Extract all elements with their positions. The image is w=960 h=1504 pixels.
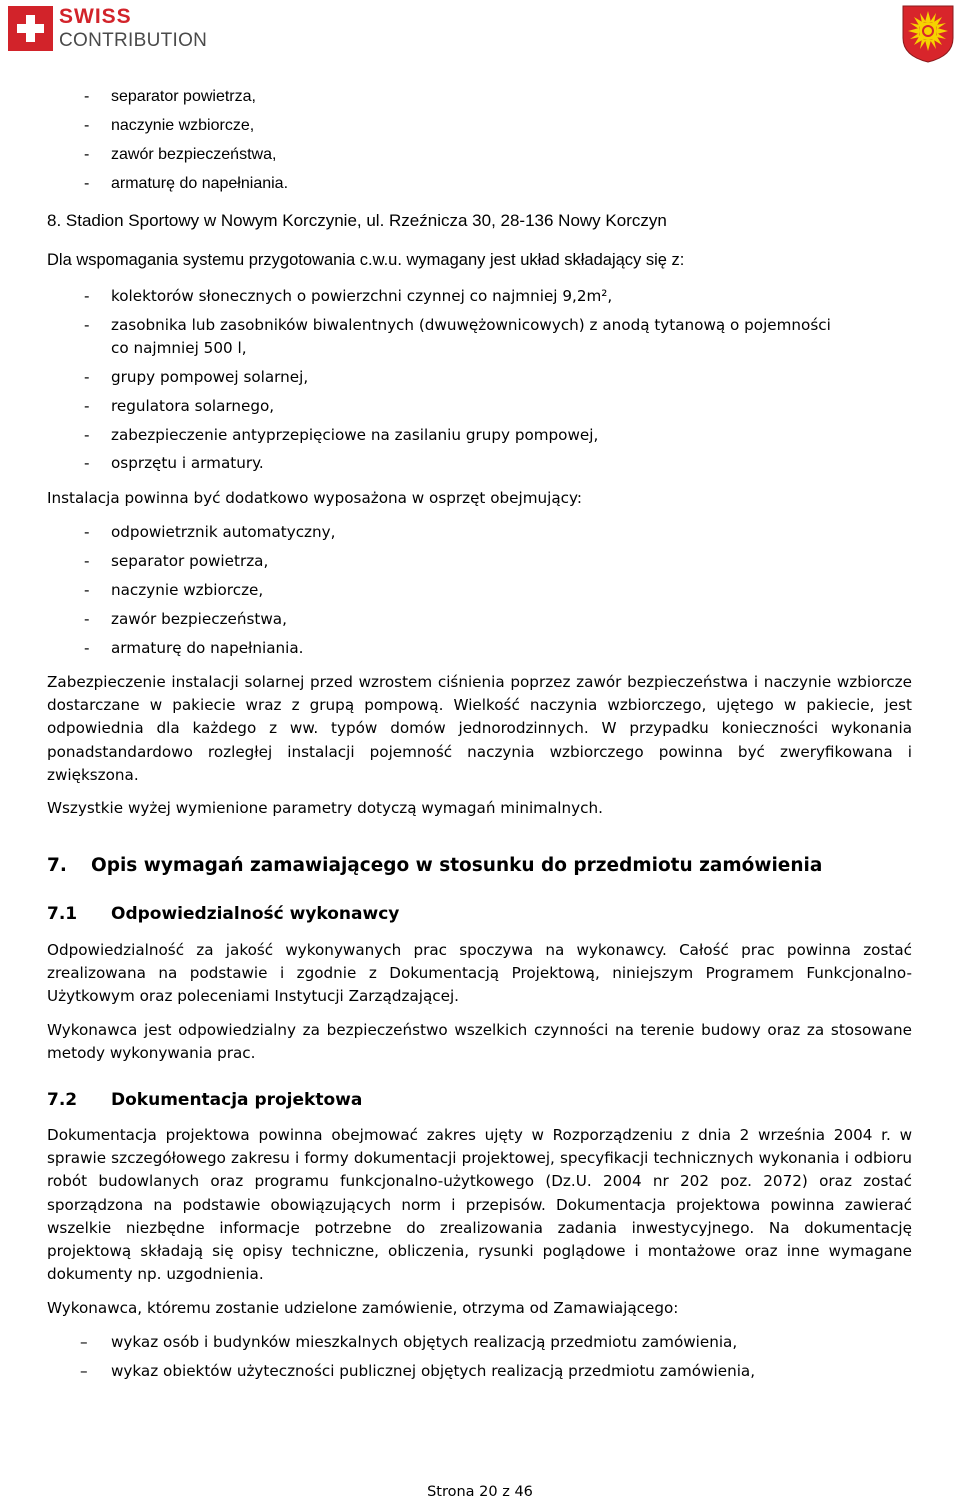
section-7-number: 7. xyxy=(47,855,67,876)
item-8-intro: Dla wspomagania systemu przygotowania c.w.u. wymagany jest układ składający się z: xyxy=(47,251,685,269)
list-item: naczynie wzbiorcze, xyxy=(111,117,255,134)
list-item: separator powietrza, xyxy=(111,552,269,570)
paragraph-protection: Zabezpieczenie instalacji solarnej przed wzrostem ciśnienia poprzez zawór bezpieczeństwa i naczynie wzbiorcze dostarczane w pakiecie wraz z grupą pompową. Wielkość naczynia wzbiorczego, ujętego w pakiecie, jest odpowiednia dla każdego z ww. typów domów jednorodzinnych. W przypadku konieczności wykonania ponadstandardowo rozległej instalacji pojemność naczynia wzbiorczego powinna być zweryfikowana i zwiększona. xyxy=(47,673,912,784)
list-item: armaturę do napełniania. xyxy=(111,175,289,192)
list-dash: - xyxy=(84,146,90,163)
page-footer: Strona 20 z 46 xyxy=(427,1484,533,1500)
install-intro: Instalacja powinna być dodatkowo wyposażona w osprzęt obejmujący: xyxy=(47,489,583,507)
list-dash: - xyxy=(84,175,90,192)
list-dash: – xyxy=(80,1362,88,1380)
list-item-continuation: co najmniej 500 l, xyxy=(111,339,247,357)
list-dash: - xyxy=(84,581,90,599)
logo-text-contribution: CONTRIBUTION xyxy=(59,30,208,51)
list-dash: - xyxy=(84,117,90,134)
paragraph-minimal: Wszystkie wyżej wymienione parametry dotyczą wymagań minimalnych. xyxy=(47,799,603,817)
list-dash: - xyxy=(84,454,90,472)
section-7-title: Opis wymagań zamawiającego w stosunku do przedmiotu zamówienia xyxy=(91,855,823,876)
list-dash: - xyxy=(84,552,90,570)
section-7-2-paragraph-2: Wykonawca, któremu zostanie udzielone zamówienie, otrzyma od Zamawiającego: xyxy=(47,1299,679,1317)
list-item: osprzętu i armatury. xyxy=(111,454,264,472)
swiss-contribution-logo xyxy=(8,6,223,56)
list-item: wykaz osób i budynków mieszkalnych objętych realizacją przedmiotu zamówienia, xyxy=(111,1333,738,1351)
list-item: naczynie wzbiorcze, xyxy=(111,581,264,599)
list-item: zawór bezpieczeństwa, xyxy=(111,146,277,163)
list-dash: - xyxy=(84,88,90,105)
swiss-flag-icon xyxy=(8,6,53,51)
list-dash: - xyxy=(84,523,90,541)
list-item: zawór bezpieczeństwa, xyxy=(111,610,287,628)
list-item: armaturę do napełniania. xyxy=(111,639,304,657)
list-item: wykaz obiektów użyteczności publicznej objętych realizacją przedmiotu zamówienia, xyxy=(111,1362,756,1380)
list-dash: - xyxy=(84,368,90,386)
section-7-1-number: 7.1 xyxy=(47,904,78,924)
list-dash: - xyxy=(84,287,90,305)
section-7-1-paragraph-1: Odpowiedzialność za jakość wykonywanych prac spoczywa na wykonawcy. Całość prac powinna zostać zrealizowana na podstawie i zgodnie z Dokumentacją Projektową, niniejszym Programem Funkcjonalno-Użytkowym oraz poleceniami Instytucji Zarządzającej. xyxy=(47,941,912,1006)
list-item: zabezpieczenie antyprzepięciowe na zasilaniu grupy pompowej, xyxy=(111,426,599,444)
list-dash: - xyxy=(84,426,90,444)
coat-of-arms-icon xyxy=(901,4,955,64)
list-item: separator powietrza, xyxy=(111,88,256,105)
list-dash: - xyxy=(84,397,90,415)
list-dash: – xyxy=(80,1333,88,1351)
list-item: zasobnika lub zasobników biwalentnych (dwuwężownicowych) z anodą tytanową o pojemności xyxy=(111,316,831,334)
list-item: kolektorów słonecznych o powierzchni czynnej co najmniej 9,2m², xyxy=(111,287,613,305)
section-7-1-paragraph-2: Wykonawca jest odpowiedzialny za bezpieczeństwo wszelkich czynności na terenie budowy oraz za stosowane metody wykonywania prac. xyxy=(47,1021,912,1063)
logo-text-swiss: SWISS xyxy=(59,5,132,28)
item-8-heading: 8. Stadion Sportowy w Nowym Korczynie, ul. Rzeźnicza 30, 28-136 Nowy Korczyn xyxy=(47,211,667,230)
list-dash: - xyxy=(84,639,90,657)
list-dash: - xyxy=(84,610,90,628)
section-7-2-paragraph-1: Dokumentacja projektowa powinna obejmować zakres ujęty w Rozporządzeniu z dnia 2 września 2004 r. w sprawie szczegółowego zakresu i formy dokumentacji projektowej, specyfikacji technicznych wykonania i odbioru robót budowlanych oraz programu funkcjonalno-użytkowego (Dz.U. 2004 nr 202 poz. 2072) oraz zostać sporządzona na podstawie obowiązujących norm i przepisów. Dokumentacja projektowa powinna zawierać wszelkie niezbędne informacje potrzebne do zrealizowania zadania inwestycyjnego. Na dokumentację projektową składają się opisy techniczne, obliczenia, rysunki poglądowe i montażowe oraz inne wymagane dokumenty np. uzgodnienia. xyxy=(47,1126,912,1284)
list-item: odpowietrznik automatyczny, xyxy=(111,523,336,541)
section-7-2-number: 7.2 xyxy=(47,1090,78,1110)
list-item: grupy pompowej solarnej, xyxy=(111,368,309,386)
list-dash: - xyxy=(84,316,90,334)
list-item: regulatora solarnego, xyxy=(111,397,275,415)
section-7-1-title: Odpowiedzialność wykonawcy xyxy=(111,904,400,924)
section-7-2-title: Dokumentacja projektowa xyxy=(111,1090,363,1110)
